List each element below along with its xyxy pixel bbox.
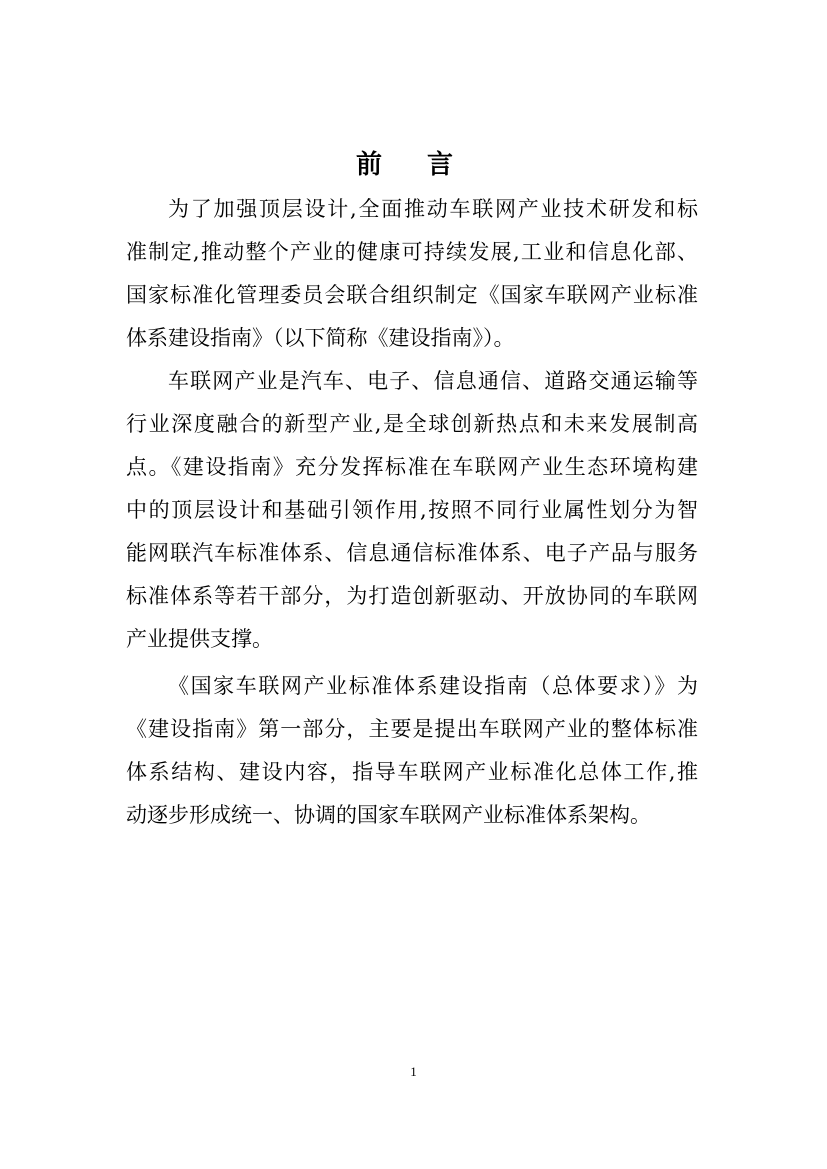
paragraph-line: 点。《建设指南》充分发挥标准在车联网产业生态环境构建 bbox=[126, 455, 698, 479]
page-title: 前 言 bbox=[355, 150, 472, 180]
paragraph-line: 体系结构、建设内容，指导车联网产业标准化总体工作,推 bbox=[126, 760, 698, 784]
paragraph-line: 动逐步形成统一、协调的国家车联网产业标准体系架构。 bbox=[126, 803, 651, 827]
page-number: 1 bbox=[410, 1064, 417, 1079]
paragraph-line: 国家标准化管理委员会联合组织制定《国家车联网产业标准 bbox=[126, 283, 698, 307]
paragraph-line: 中的顶层设计和基础引领作用,按照不同行业属性划分为智 bbox=[126, 498, 698, 522]
paragraph-3 bbox=[126, 665, 698, 837]
paragraph-line: 《国家车联网产业标准体系建设指南（总体要求）》为 bbox=[168, 674, 698, 698]
paragraph-line: 行业深度融合的新型产业,是全球创新热点和未来发展制高 bbox=[126, 412, 698, 436]
paragraph-line: 产业提供支撑。 bbox=[126, 627, 273, 651]
paragraph-line: 车联网产业是汽车、电子、信息通信、道路交通运输等 bbox=[168, 369, 698, 393]
paragraph-line: 能网联汽车标准体系、信息通信标准体系、电子产品与服务 bbox=[126, 541, 698, 565]
paragraph-line: 准制定,推动整个产业的健康可持续发展,工业和信息化部、 bbox=[126, 240, 698, 264]
paragraph-line: 体系建设指南》（以下简称《建设指南》）。 bbox=[126, 326, 515, 350]
paragraph-1 bbox=[126, 188, 698, 360]
paragraph-line: 为了加强顶层设计,全面推动车联网产业技术研发和标 bbox=[168, 197, 698, 221]
paragraph-line: 《建设指南》第一部分，主要是提出车联网产业的整体标准 bbox=[126, 717, 698, 741]
paragraph-line: 标准体系等若干部分，为打造创新驱动、开放协同的车联网 bbox=[126, 584, 698, 608]
paragraph-2 bbox=[126, 360, 698, 661]
